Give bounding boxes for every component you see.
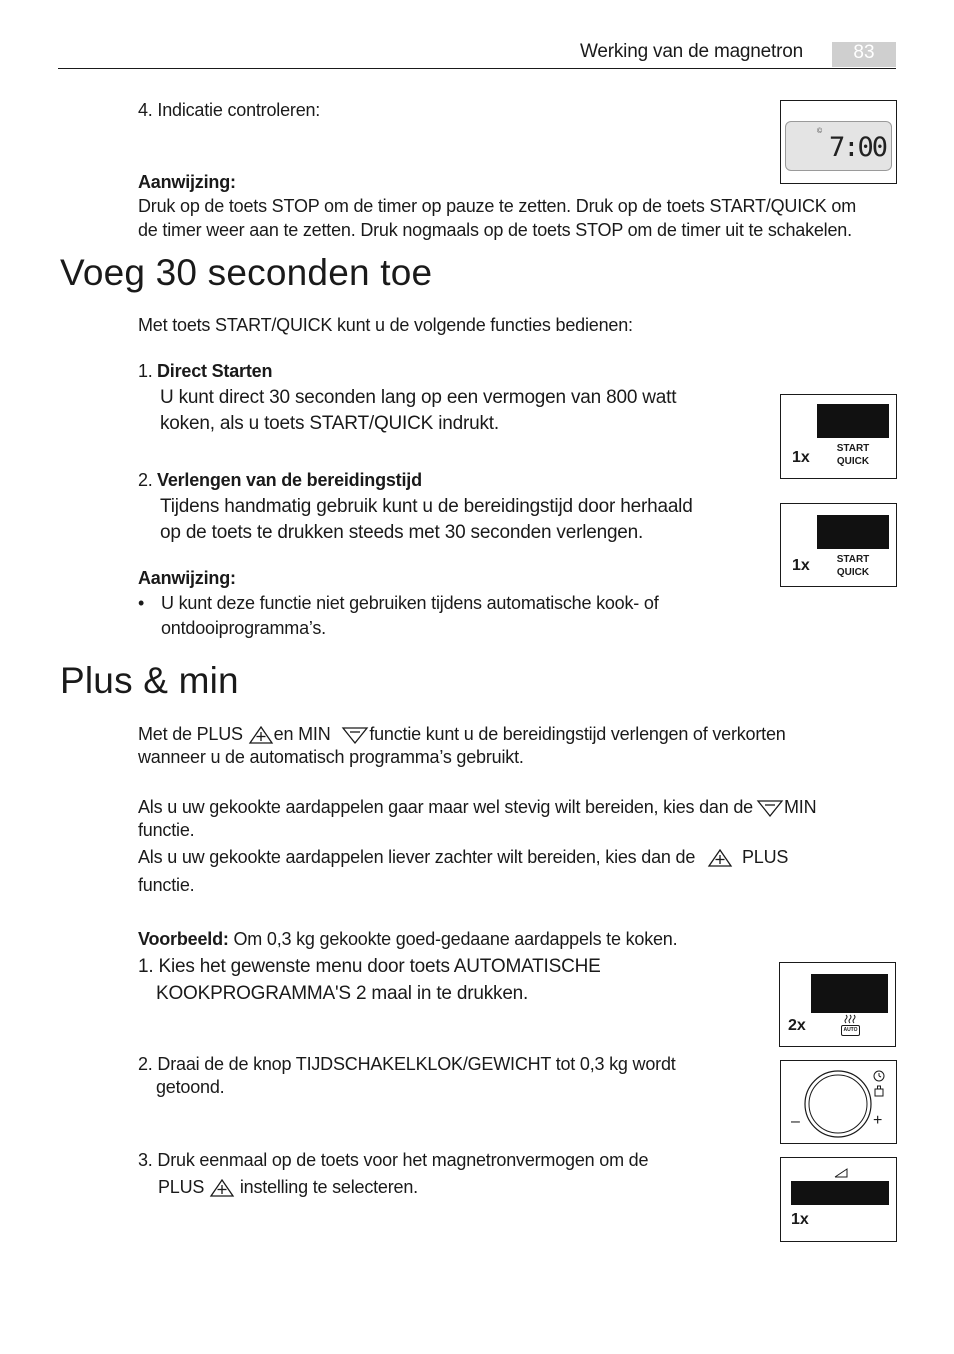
p2-line2: functie.: [138, 820, 195, 840]
auto-label: AUTO: [843, 1027, 858, 1033]
p2-text: Als u uw gekookte aardappelen gaar maar wel stevig wilt bereiden, kies dan de: [138, 797, 753, 817]
press-count: 1x: [792, 557, 810, 574]
press-count: 1x: [791, 1211, 809, 1228]
panel-display: [817, 404, 889, 438]
item1-title: Direct Starten: [157, 361, 273, 381]
plus-triangle-icon: [209, 1178, 235, 1198]
p1-plus-text: Met de PLUS: [138, 724, 243, 744]
quick-label: QUICK: [836, 567, 870, 578]
p2-line1: [138, 795, 816, 819]
item2-line1: Tijdens handmatig gebruik kunt u de bereidingstijd door herhaald: [160, 496, 693, 517]
start-quick-panel-1: [780, 394, 897, 479]
clock-icon: [873, 1070, 885, 1082]
step2-line2: getoond.: [156, 1077, 225, 1097]
item1-number: 1.: [138, 361, 153, 381]
note1-line2: de timer weer aan te zetten. Druk nogmaals op de toets STOP om de timer uit te schakelen.: [138, 220, 852, 240]
p1-min-text: en MIN: [273, 724, 331, 744]
item2-title: Verlengen van de bereidingstijd: [157, 470, 422, 490]
start-quick-panel-2: [780, 503, 897, 587]
note2-title: Aanwijzing:: [138, 568, 236, 588]
min-triangle-icon: [341, 725, 369, 745]
panel-display: [817, 515, 889, 549]
power-level-icon: [834, 1168, 848, 1178]
steam-icon: [839, 1014, 861, 1024]
p3-line2: functie.: [138, 875, 195, 895]
dial-minus-label: –: [791, 1113, 800, 1130]
start-quick-button[interactable]: [827, 553, 879, 579]
step1-line2: KOOKPROGRAMMA'S 2 maal in te drukken.: [156, 983, 529, 1004]
note2-bullet: •: [138, 593, 145, 613]
step3-plus-text: PLUS: [158, 1177, 205, 1197]
p2-min-text: MIN: [783, 797, 817, 817]
power-level-button[interactable]: [791, 1181, 889, 1205]
plus-triangle-icon: [248, 725, 274, 745]
p1-function-text: functie kunt u de bereidingstijd verlengen of verkorten: [369, 724, 786, 744]
quick-label: QUICK: [836, 456, 870, 467]
weight-icon: [873, 1085, 885, 1097]
press-count: 1x: [792, 449, 810, 466]
p3-line1: [138, 845, 788, 869]
lcd-display: [785, 121, 892, 171]
lcd-time-value: 7:00: [828, 132, 886, 163]
clock-indicator-icon: ©: [817, 128, 823, 135]
plus-triangle-icon: [706, 848, 734, 868]
item1-line1: U kunt direct 30 seconden lang op een vermogen van 800 watt: [160, 387, 677, 408]
note1-title: Aanwijzing:: [138, 172, 236, 192]
dial-plus-label: +: [873, 1112, 883, 1129]
min-triangle-icon: [756, 798, 784, 818]
auto-label-box: [841, 1025, 860, 1036]
start-label: START: [836, 554, 870, 565]
example-label: Voorbeeld:: [138, 929, 229, 949]
timer-display-panel: [780, 100, 897, 184]
step3-line1: 3. Druk eenmaal op de toets voor het magnetronvermogen om de: [138, 1150, 649, 1170]
p1-line2: wanneer u de automatisch programma’s gebruikt.: [138, 747, 524, 767]
example-line: [138, 927, 677, 951]
start-label: START: [836, 443, 870, 454]
p3-text: Als u uw gekookte aardappelen liever zachter wilt bereiden, kies dan de: [138, 847, 696, 867]
step2-line1: 2. Draai de de knop TIJDSCHAKELKLOK/GEWICHT tot 0,3 kg wordt: [138, 1054, 676, 1074]
panel-display: [811, 974, 888, 1013]
section1-intro: Met toets START/QUICK kunt u de volgende functies bedienen:: [138, 315, 633, 335]
step3-line2: [158, 1175, 418, 1199]
item2-line2: op de toets te drukken steeds met 30 seconden verlengen.: [160, 522, 644, 543]
p1-line1: [138, 722, 786, 746]
page-number: 83: [853, 42, 875, 63]
start-quick-button[interactable]: [827, 442, 879, 468]
header-rule: [58, 68, 896, 69]
example-text: Om 0,3 kg gekookte goed-gedaane aardappels te koken.: [233, 929, 678, 949]
section1-heading: Voeg 30 seconden toe: [60, 252, 433, 293]
step4-text: 4. Indicatie controleren:: [138, 100, 321, 120]
step1-line1: 1. Kies het gewenste menu door toets AUTOMATISCHE: [138, 956, 601, 977]
auto-program-panel: [779, 962, 896, 1047]
auto-cook-button[interactable]: [839, 1014, 861, 1036]
section2-heading: Plus & min: [60, 660, 239, 701]
p3-plus-text: PLUS: [741, 847, 789, 867]
note1-line1: Druk op de toets STOP om de timer op pauze te zetten. Druk op de toets START/QUICK om: [138, 196, 857, 216]
item1-line2: koken, als u toets START/QUICK indrukt.: [160, 413, 499, 434]
timer-weight-dial-panel: [780, 1060, 897, 1144]
item2-number: 2.: [138, 470, 153, 490]
note2-line1: U kunt deze functie niet gebruiken tijdens automatische kook- of: [161, 593, 659, 613]
step3-rest-text: instelling te selecteren.: [239, 1177, 418, 1197]
press-count: 2x: [788, 1017, 806, 1034]
header-section-title: Werking van de magnetron: [580, 41, 803, 62]
microwave-power-panel: [780, 1157, 897, 1242]
note2-line2: ontdooiprogramma’s.: [161, 618, 326, 638]
